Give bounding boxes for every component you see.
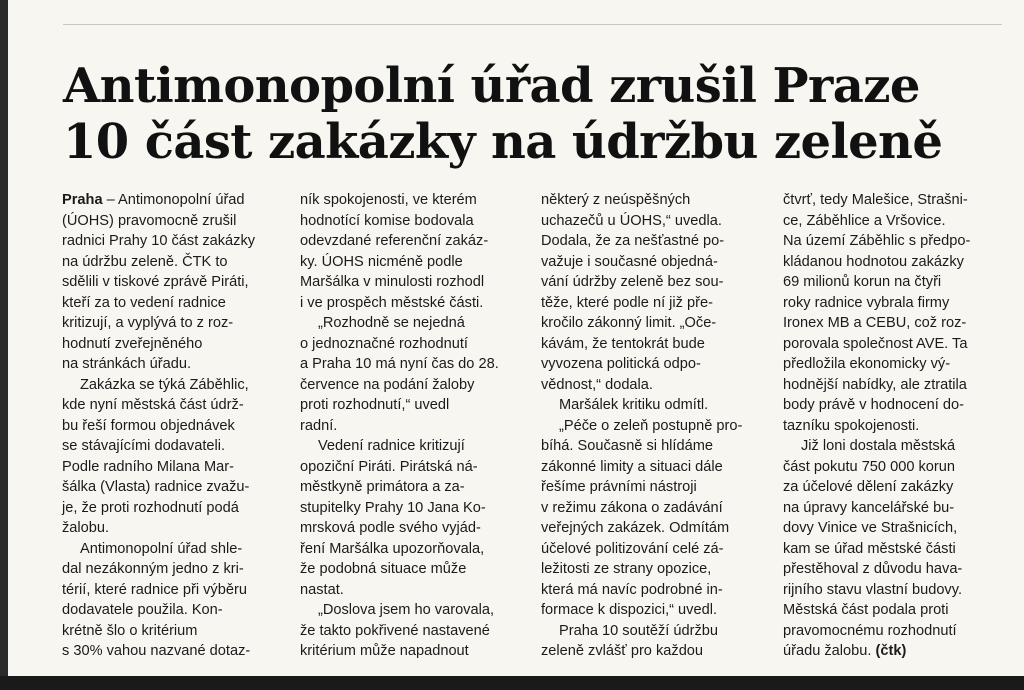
article-line: v režimu zákona o zadávání bbox=[541, 499, 723, 516]
article-line: Maršálek kritiku odmítl. bbox=[559, 397, 709, 413]
article-line: řešíme právními nástroji bbox=[541, 479, 697, 495]
article-line: hodnotící komise bodovala bbox=[300, 212, 474, 229]
article-line: na úpravy kancelářské bu- bbox=[783, 499, 955, 516]
article-line: kročilo zákonný limit. „Oče- bbox=[541, 315, 717, 331]
article-line: radní. bbox=[300, 417, 338, 434]
article-line: vyvozena politická odpo- bbox=[541, 356, 701, 372]
article-line: kde nyní městská část údrž- bbox=[62, 397, 244, 413]
article-line: s 30% vahou nazvané dotaz- bbox=[62, 643, 251, 659]
article-line: a Praha 10 má nyní čas do 28. bbox=[300, 356, 499, 372]
article-line: vědnost,“ dodala. bbox=[541, 376, 653, 393]
article-line: zákonné limity a situaci dále bbox=[541, 458, 723, 475]
article-line: hodnutí zveřejněného bbox=[62, 335, 203, 352]
article-line: kritérium může napadnout bbox=[300, 643, 469, 659]
article-line: „Péče o zeleň postupně pro- bbox=[559, 417, 743, 434]
article-line: přestěhoval z důvodu hava- bbox=[783, 561, 963, 577]
article-column-2 bbox=[300, 190, 520, 662]
article-line: o jednoznačné rozhodnutí bbox=[300, 335, 468, 352]
article-line: pravomocnému rozhodnutí bbox=[783, 622, 957, 639]
article-line: je, že proti rozhodnutí podá bbox=[62, 499, 239, 516]
article-line: odevzdané referenční zakáz- bbox=[300, 233, 489, 249]
article-line: nastat. bbox=[300, 581, 344, 598]
article-line: krétně šlo o kritérium bbox=[62, 622, 198, 639]
article-line: kritizují, a vyplývá to z roz- bbox=[62, 315, 234, 331]
article-line: opoziční Piráti. Pirátská ná- bbox=[300, 458, 478, 475]
article-line: Ironex MB a CEBU, což roz- bbox=[783, 315, 967, 331]
article-line: Maršálka v minulosti rozhodl bbox=[300, 274, 485, 290]
article-line: bu řeší formou objednávek bbox=[62, 417, 235, 434]
article-line: že takto pokřivené nastavené bbox=[300, 622, 490, 639]
article-line: kteří za to vedení radnice bbox=[62, 294, 226, 311]
article-line: sdělili v tiskové zprávě Piráti, bbox=[62, 274, 249, 290]
article-line: na stránkách úřadu. bbox=[62, 356, 191, 372]
article-line: tazníku spokojenosti. bbox=[783, 417, 920, 434]
article-line: kládanou hodnotou zakázky bbox=[783, 253, 964, 270]
bottom-bar bbox=[0, 676, 1024, 690]
article-line: rijního stavu vlastní budovy. bbox=[783, 581, 963, 598]
article-line: část pokutu 750 000 korun bbox=[783, 458, 956, 475]
author-signature: (čtk) bbox=[875, 643, 907, 659]
article-line: Dodala, že za nešťastné po- bbox=[541, 233, 725, 249]
article-line: účelové politizování celé zá- bbox=[541, 540, 724, 557]
article-column-3 bbox=[541, 190, 761, 662]
article-line: čtvrť, tedy Malešice, Strašni- bbox=[783, 192, 968, 208]
article-line: dovy Vinice ve Strašnicích, bbox=[783, 520, 958, 536]
article-line: uchazečů u ÚOHS,“ uvedla. bbox=[541, 212, 722, 229]
article-line: body právě v hodnocení do- bbox=[783, 397, 964, 413]
article-line: kávám, že tentokrát bude bbox=[541, 335, 705, 352]
article-line: formace k dispozici,“ uvedl. bbox=[541, 602, 718, 618]
article-line: stupitelky Prahy 10 Jana Ko- bbox=[300, 499, 486, 516]
article-line: dal nezákonným jedno z kri- bbox=[62, 561, 244, 577]
article-line: (ÚOHS) pravomocně zrušil bbox=[62, 212, 237, 229]
article-line: Praha 10 soutěží údržbu bbox=[559, 622, 719, 639]
article-line: Zakázka se týká Záběhlic, bbox=[80, 376, 249, 393]
article-line: mrsková podle svého vyjád- bbox=[300, 520, 481, 536]
article-line: na údržbu zeleně. ČTK to bbox=[62, 253, 228, 270]
article-line: za účelové dělení zakázky bbox=[783, 479, 954, 495]
article-line: se stávajícími dodavateli. bbox=[62, 438, 226, 454]
article-line: žalobu. bbox=[62, 520, 110, 536]
article-line: Již loni dostala městská bbox=[801, 438, 956, 454]
article-line: važuje i současné objedná- bbox=[541, 253, 718, 270]
article-line: ník spokojenosti, ve kterém bbox=[300, 192, 477, 208]
article-line: „Rozhodně se nejedná bbox=[318, 315, 465, 331]
article-line: Vedení radnice kritizují bbox=[318, 438, 465, 454]
article-line: městkyně primátora a za- bbox=[300, 479, 465, 495]
article-line: Městská část podala proti bbox=[783, 602, 949, 618]
article-line: 69 milionů korun na čtyři bbox=[783, 274, 942, 290]
article-line: veřejných zakázek. Odmítám bbox=[541, 520, 730, 536]
article-line: ležitosti ze strany opozice, bbox=[541, 561, 712, 577]
article-column-1 bbox=[62, 190, 282, 662]
article-line bbox=[62, 190, 282, 211]
article-line: že podobná situace může bbox=[300, 561, 467, 577]
article-line: „Doslova jsem ho varovala, bbox=[318, 602, 495, 618]
article-line: bíhá. Současně si hlídáme bbox=[541, 438, 713, 454]
article-line: některý z neúspěšných bbox=[541, 192, 691, 208]
article-text: – Antimonopolní úřad bbox=[102, 192, 245, 208]
article-line: července na podání žaloby bbox=[300, 376, 475, 393]
article-line: ky. ÚOHS nicméně podle bbox=[300, 253, 463, 270]
article-line: porovala společnost AVE. Ta bbox=[783, 335, 968, 352]
article-line: těže, které podle ní již pře- bbox=[541, 294, 713, 311]
article-line bbox=[783, 641, 1003, 662]
article-line: Podle radního Milana Mar- bbox=[62, 458, 234, 475]
headline: Antimonopolní úřad zrušil Praze 10 část zakázky na údržbu zeleně bbox=[63, 58, 943, 170]
article-line: hodnější nabídky, ale ztratila bbox=[783, 376, 967, 393]
article-column-4 bbox=[783, 190, 1003, 662]
article-line: kam se úřad městské části bbox=[783, 540, 956, 557]
article-line: vání údržby zeleně bez sou- bbox=[541, 274, 724, 290]
article-line: ce, Záběhlice a Vršovice. bbox=[783, 212, 946, 229]
article-line: dodavatele použila. Kon- bbox=[62, 602, 223, 618]
article-line: ření Maršálka upozorňovala, bbox=[300, 540, 485, 557]
article-line: térií, které radnice při výběru bbox=[62, 581, 247, 598]
article-line: proti rozhodnutí,“ uvedl bbox=[300, 397, 450, 413]
dateline-city: Praha bbox=[62, 192, 103, 208]
article-line: i ve prospěch městské části. bbox=[300, 294, 484, 311]
newspaper-page bbox=[8, 0, 1024, 676]
article-line: šálka (Vlasta) radnice zvažu- bbox=[62, 479, 250, 495]
article-line: zeleně zvlášť pro každou bbox=[541, 643, 704, 659]
article-line: roky radnice vybrala firmy bbox=[783, 294, 950, 311]
article-line: předložila ekonomicky vý- bbox=[783, 356, 951, 372]
article-line: Na území Záběhlic s předpo- bbox=[783, 233, 971, 249]
top-rule bbox=[63, 24, 1002, 25]
article-line: Antimonopolní úřad shle- bbox=[80, 540, 243, 557]
article-line: která má navíc podrobné in- bbox=[541, 581, 723, 598]
article-text: úřadu žalobu. bbox=[783, 643, 876, 659]
article-line: radnici Prahy 10 část zakázky bbox=[62, 233, 256, 249]
